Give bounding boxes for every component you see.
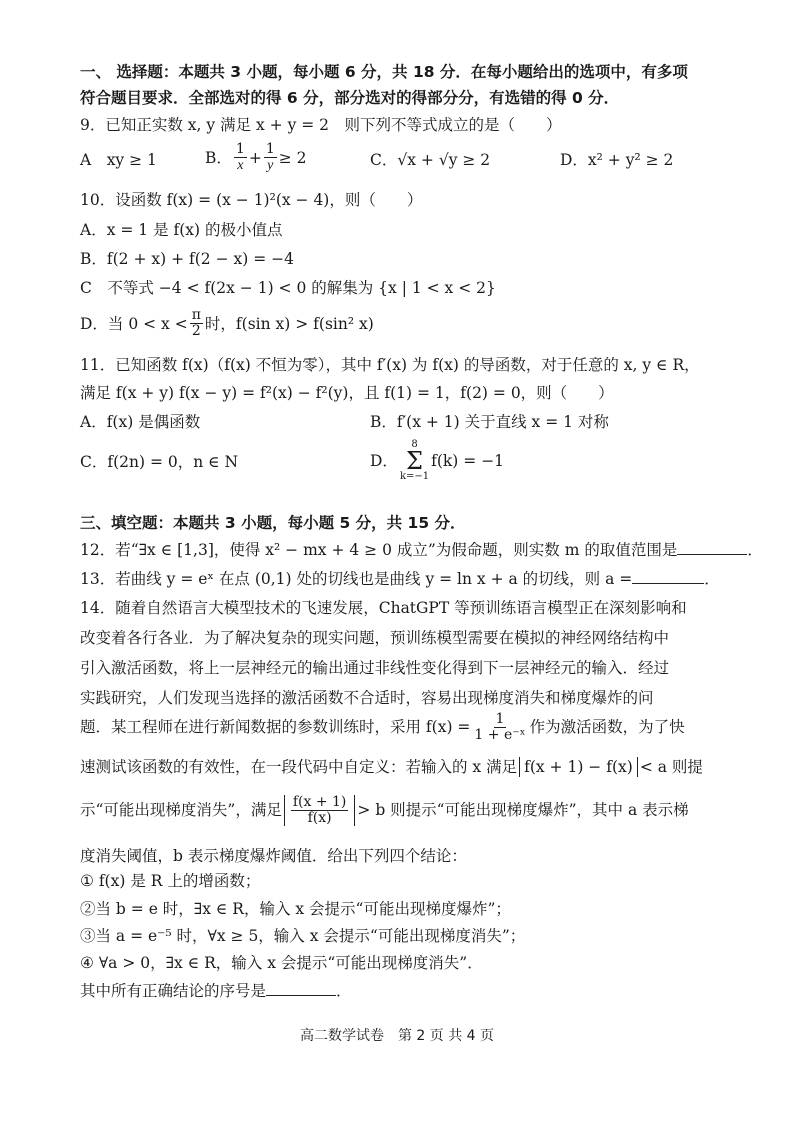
question-14-conclusion-3: ③当 a = e⁻⁵ 时，∀x ≥ 5，输入 x 会提示“可能出现梯度消失”； xyxy=(80,927,526,945)
question-10-option-d-head: D．当 0 < x < xyxy=(80,314,188,333)
question-14-conclusion-4: ④ ∀a > 0，∃x ∈ R，输入 x 会提示“可能出现梯度消失”． xyxy=(80,954,483,972)
question-14-line2: 改变着各行各业．为了解决复杂的现实问题，预训练模型需要在模拟的神经网络结构中 xyxy=(80,629,670,647)
question-14-line3: 引入激活函数，将上一层神经元的输出通过非线性变化得到下一层神经元的输入．经过 xyxy=(80,659,670,677)
question-10-option-d-tail: 时，f(sin x) > f(sin² x) xyxy=(204,314,374,333)
answer-blank-q13[interactable] xyxy=(632,582,704,584)
question-14-line8: 度消失阈值，b 表示梯度爆炸阈值．给出下列四个结论： xyxy=(80,847,467,865)
question-10-option-d xyxy=(80,308,374,339)
question-14-conclusion-1: ① f(x) 是 R 上的增函数； xyxy=(80,872,261,890)
question-14-line4: 实践研究，人们发现当选择的激活函数不合适时，容易出现梯度消失和梯度爆炸的问 xyxy=(80,689,654,707)
question-13-text: 13．若曲线 y = eˣ 在点 (0,1) 处的切线也是曲线 y = ln x + a 的切线，则 a = xyxy=(80,570,633,588)
question-9-option-c: C．√x + √y ≥ 2 xyxy=(370,151,491,169)
question-12: 12．若“∃x ∈ [1,3]，使得 x² − mx + 4 ≥ 0 成立”为假命题，则实数 m 的取值范围是 ． xyxy=(80,541,763,559)
question-11-option-d xyxy=(370,440,504,482)
question-10-option-b: B．f(2 + x) + f(2 − x) = −4 xyxy=(80,250,294,268)
fraction-1-over-x: $\frac{1}{x}$ xyxy=(235,141,245,173)
fraction-pi-over-2: $\frac{\pi}{2}$ xyxy=(191,307,201,339)
question-11-option-c: C．f(2n) = 0，n ∈ N xyxy=(80,453,239,471)
fraction-sigmoid: $\frac{1}{\text{1 + e⁻ˣ}}$ xyxy=(474,710,526,743)
question-10-stem: 10．设函数 f(x) = (x − 1)²(x − 4)，则（ ） xyxy=(80,191,423,209)
answer-blank-q14[interactable] xyxy=(266,994,336,996)
absolute-value-ratio: $\frac{f(x + 1)}{f(x)}$ xyxy=(284,795,356,826)
summation-symbol: 8 Σ k=−1 xyxy=(399,439,430,482)
section-heading-fill-in: 三、填空题：本题共 3 小题，每小题 5 分，共 15 分． xyxy=(80,514,466,532)
question-14-ask: 其中所有正确结论的序号是 ． xyxy=(80,982,352,1000)
question-10-option-a: A．x = 1 是 f(x) 的极小值点 xyxy=(80,221,283,239)
question-11-option-d-label: D． xyxy=(370,452,398,470)
question-14-line6: 速测试该函数的有效性，在一段代码中自定义：若输入的 x 满足 f(x + 1) − f(x) < a 则提 xyxy=(80,758,703,776)
page-footer: 高二数学试卷 第 2 页 共 4 页 xyxy=(299,1028,495,1044)
question-9-option-d: D．x² + y² ≥ 2 xyxy=(560,151,674,169)
question-13: 13．若曲线 y = eˣ 在点 (0,1) 处的切线也是曲线 y = ln x + a 的切线，则 a = ． xyxy=(80,570,720,588)
question-10-option-c: C 不等式 −4 < f(2x − 1) < 0 的解集为 {x | 1 < x < 2} xyxy=(80,279,496,297)
question-12-text: 12．若“∃x ∈ [1,3]，使得 x² − mx + 4 ≥ 0 成立”为假命题，则实数 m 的取值范围是 xyxy=(80,541,678,559)
question-11-option-b: B．f′(x + 1) 关于直线 x = 1 对称 xyxy=(370,413,609,431)
answer-blank-q12[interactable] xyxy=(677,553,747,555)
question-11-option-d-tail: f(k) = −1 xyxy=(431,452,505,470)
question-9-option-a: A xy ≥ 1 xyxy=(80,151,157,169)
question-9-option-b: B． $\frac{1}{x}$ + $\frac{1}{y}$ ≥ 2 xyxy=(205,141,307,173)
absolute-value-expression: f(x + 1) − f(x) xyxy=(519,757,638,777)
question-11-option-a: A．f(x) 是偶函数 xyxy=(80,413,201,431)
question-9-option-b-tail: ≥ 2 xyxy=(278,148,307,167)
fraction-1-over-y: $\frac{1}{y}$ xyxy=(265,141,275,173)
question-14-conclusion-2: ②当 b = e 时，∃x ∈ R，输入 x 会提示“可能出现梯度爆炸”； xyxy=(80,900,511,918)
question-11-stem-line2: 满足 f(x + y) f(x − y) = f²(x) − f²(y)，且 f(1) = 1，f(2) = 0，则（ ） xyxy=(80,384,614,402)
question-9-stem: 9．已知正实数 x, y 满足 x + y = 2 则下列不等式成立的是（ ） xyxy=(80,116,562,134)
question-14-line7: 示“可能出现梯度消失”，满足 $\frac{f(x + 1)}{f(x)}$ > b 则提示“可能出现梯度爆炸”，其中 a 表示梯 xyxy=(80,793,689,826)
section-heading-multiple-choice-line1: 一、 选择题：本题共 3 小题，每小题 6 分，共 18 分．在每小题给出的选项中，有多项 xyxy=(80,63,688,81)
question-9-option-b-label: B． xyxy=(205,148,232,167)
question-11-stem-line1: 11．已知函数 f(x)（f(x) 不恒为零），其中 f′(x) 为 f(x) 的导函数，对于任意的 x, y ∈ R， xyxy=(80,356,700,374)
section-heading-multiple-choice-line2: 符合题目要求．全部选对的得 6 分，部分选对的得部分分，有选错的得 0 分． xyxy=(80,89,620,107)
question-14-line1: 14．随着自然语言大模型技术的飞速发展，ChatGPT 等预训练语言模型正在深刻影响和 xyxy=(80,599,687,617)
question-14-line5: 题．某工程师在进行新闻数据的参数训练时，采用 f(x) = $\frac{1}{\text{1 + e⁻ˣ}}$ 作为激活函数，为了快 xyxy=(80,710,685,743)
